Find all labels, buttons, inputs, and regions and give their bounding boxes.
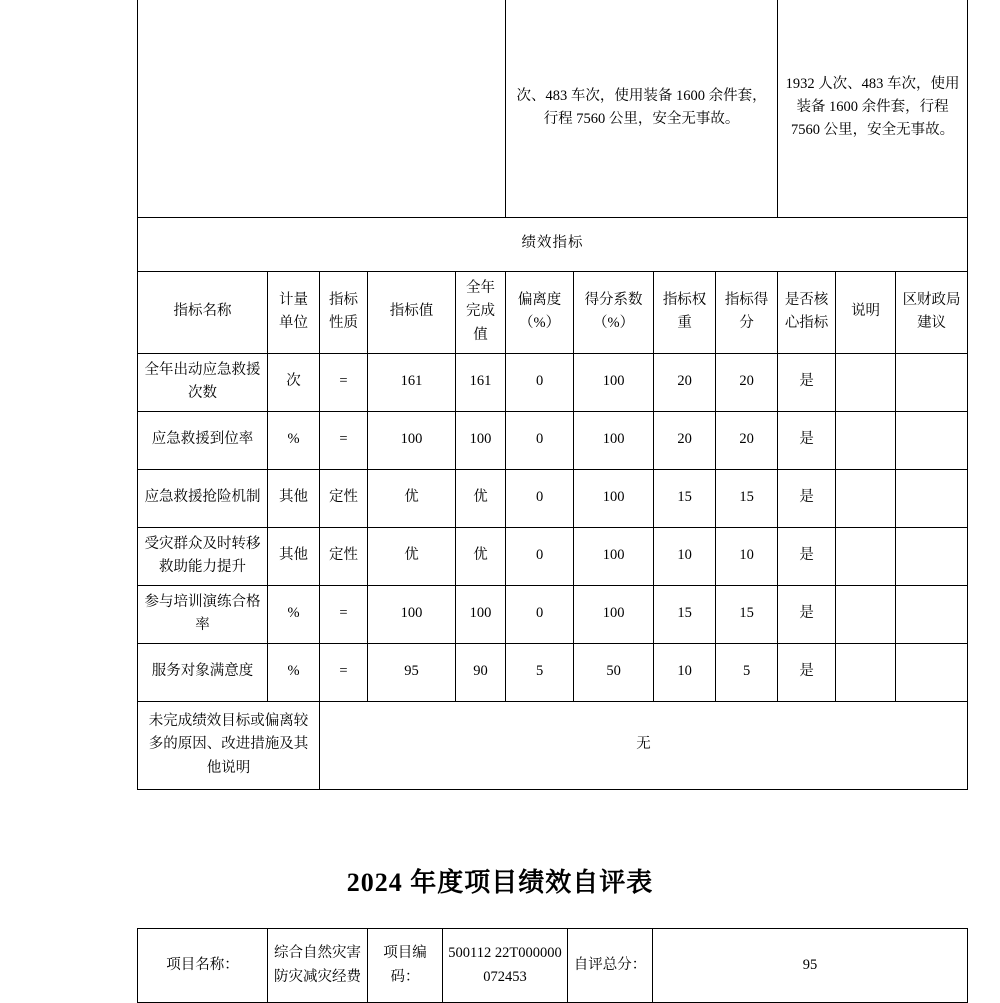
cell-deviation: 0 — [506, 527, 574, 585]
cell-nature: 定性 — [320, 469, 368, 527]
header-finance-bureau-advice: 区财政局建议 — [896, 271, 968, 353]
table-row — [138, 469, 968, 527]
cell-score: 15 — [716, 585, 778, 643]
cell-target-value: 100 — [368, 411, 456, 469]
cell-unit: 次 — [268, 353, 320, 411]
cell-nature: = — [320, 411, 368, 469]
cell-actual-value: 90 — [456, 643, 506, 701]
page-title: 2024 年度项目绩效自评表 — [346, 868, 654, 897]
cell-weight: 10 — [654, 643, 716, 701]
cell-weight: 20 — [654, 411, 716, 469]
footer-label: 未完成绩效目标或偏离较多的原因、改进措施及其他说明 — [138, 701, 320, 789]
label-project-code: 项目编码： — [368, 929, 443, 1003]
header-indicator-name: 指标名称 — [138, 271, 268, 353]
cell-indicator-name: 应急救援抢险机制 — [138, 469, 268, 527]
cell-unit: 其他 — [268, 469, 320, 527]
table-header-row — [138, 271, 968, 353]
cell-is-core: 是 — [778, 353, 836, 411]
cell-unit: % — [268, 585, 320, 643]
cell-target-value: 优 — [368, 469, 456, 527]
cell-nature: 定性 — [320, 527, 368, 585]
cell-unit: % — [268, 411, 320, 469]
table-row — [138, 585, 968, 643]
cell-target-value: 161 — [368, 353, 456, 411]
cell-is-core: 是 — [778, 469, 836, 527]
label-project-name: 项目名称： — [138, 929, 268, 1003]
cell-score-coefficient: 100 — [574, 353, 654, 411]
cell-advice — [896, 527, 968, 585]
cell-actual-value: 优 — [456, 469, 506, 527]
table-row — [138, 411, 968, 469]
cell-actual-value: 100 — [456, 585, 506, 643]
cell-score-coefficient: 50 — [574, 643, 654, 701]
cell-deviation: 0 — [506, 411, 574, 469]
cell-note — [836, 411, 896, 469]
cell-target-value: 100 — [368, 585, 456, 643]
continuation-text-col3: 次、483 车次，使用装备 1600 余件套，行程 7560 公里，安全无事故。 — [506, 0, 778, 217]
cell-deviation: 5 — [506, 643, 574, 701]
header-unit: 计量单位 — [268, 271, 320, 353]
cell-advice — [896, 411, 968, 469]
continuation-text-col4: 1932 人次、483 车次，使用装备 1600 余件套，行程 7560 公里，安全无事故。 — [778, 0, 968, 217]
cell-target-value: 优 — [368, 527, 456, 585]
cell-note — [836, 643, 896, 701]
cell-score: 5 — [716, 643, 778, 701]
cell-indicator-name: 参与培训演练合格率 — [138, 585, 268, 643]
value-project-code: 500112 22T000000072453 — [443, 929, 568, 1003]
cell-actual-value: 优 — [456, 527, 506, 585]
cell-advice — [896, 585, 968, 643]
cell-indicator-name: 服务对象满意度 — [138, 643, 268, 701]
footer-value: 无 — [320, 701, 968, 789]
cell-indicator-name: 应急救援到位率 — [138, 411, 268, 469]
table-row — [138, 353, 968, 411]
cell-nature: = — [320, 585, 368, 643]
cell-is-core: 是 — [778, 527, 836, 585]
cell-score-coefficient: 100 — [574, 585, 654, 643]
performance-indicator-table — [137, 0, 968, 790]
cell-weight: 20 — [654, 353, 716, 411]
continuation-empty-cell — [138, 0, 506, 217]
footer-explanation-row — [138, 701, 968, 789]
cell-score: 10 — [716, 527, 778, 585]
section-label-row — [138, 217, 968, 271]
cell-weight: 15 — [654, 585, 716, 643]
cell-score-coefficient: 100 — [574, 469, 654, 527]
cell-indicator-name: 全年出动应急救援次数 — [138, 353, 268, 411]
cell-nature: = — [320, 643, 368, 701]
header-note: 说明 — [836, 271, 896, 353]
cell-weight: 10 — [654, 527, 716, 585]
cell-score: 20 — [716, 411, 778, 469]
header-deviation: 偏离度（%） — [506, 271, 574, 353]
cell-score: 20 — [716, 353, 778, 411]
cell-note — [836, 585, 896, 643]
cell-unit: % — [268, 643, 320, 701]
value-project-name: 综合自然灾害防灾减灾经费 — [268, 929, 368, 1003]
table-row — [138, 929, 968, 1003]
cell-weight: 15 — [654, 469, 716, 527]
cell-indicator-name: 受灾群众及时转移救助能力提升 — [138, 527, 268, 585]
cell-note — [836, 469, 896, 527]
cell-actual-value: 161 — [456, 353, 506, 411]
header-score-coefficient: 得分系数（%） — [574, 271, 654, 353]
table-row — [138, 527, 968, 585]
header-target-value: 指标值 — [368, 271, 456, 353]
cell-is-core: 是 — [778, 643, 836, 701]
cell-note — [836, 353, 896, 411]
cell-advice — [896, 353, 968, 411]
cell-is-core: 是 — [778, 411, 836, 469]
value-self-score: 95 — [653, 929, 968, 1003]
header-actual-value: 全年完成值 — [456, 271, 506, 353]
section-label-performance-indicator: 绩效指标 — [138, 217, 968, 271]
continuation-row — [138, 0, 968, 217]
cell-score-coefficient: 100 — [574, 527, 654, 585]
cell-is-core: 是 — [778, 585, 836, 643]
cell-advice — [896, 643, 968, 701]
header-weight: 指标权重 — [654, 271, 716, 353]
header-is-core: 是否核心指标 — [778, 271, 836, 353]
label-self-score: 自评总分： — [568, 929, 653, 1003]
cell-advice — [896, 469, 968, 527]
cell-nature: = — [320, 353, 368, 411]
cell-deviation: 0 — [506, 353, 574, 411]
table-row — [138, 643, 968, 701]
cell-score-coefficient: 100 — [574, 411, 654, 469]
cell-note — [836, 527, 896, 585]
header-nature: 指标性质 — [320, 271, 368, 353]
cell-actual-value: 100 — [456, 411, 506, 469]
header-score: 指标得分 — [716, 271, 778, 353]
cell-unit: 其他 — [268, 527, 320, 585]
cell-deviation: 0 — [506, 469, 574, 527]
cell-deviation: 0 — [506, 585, 574, 643]
cell-target-value: 95 — [368, 643, 456, 701]
cell-score: 15 — [716, 469, 778, 527]
project-self-evaluation-table — [137, 928, 968, 1003]
